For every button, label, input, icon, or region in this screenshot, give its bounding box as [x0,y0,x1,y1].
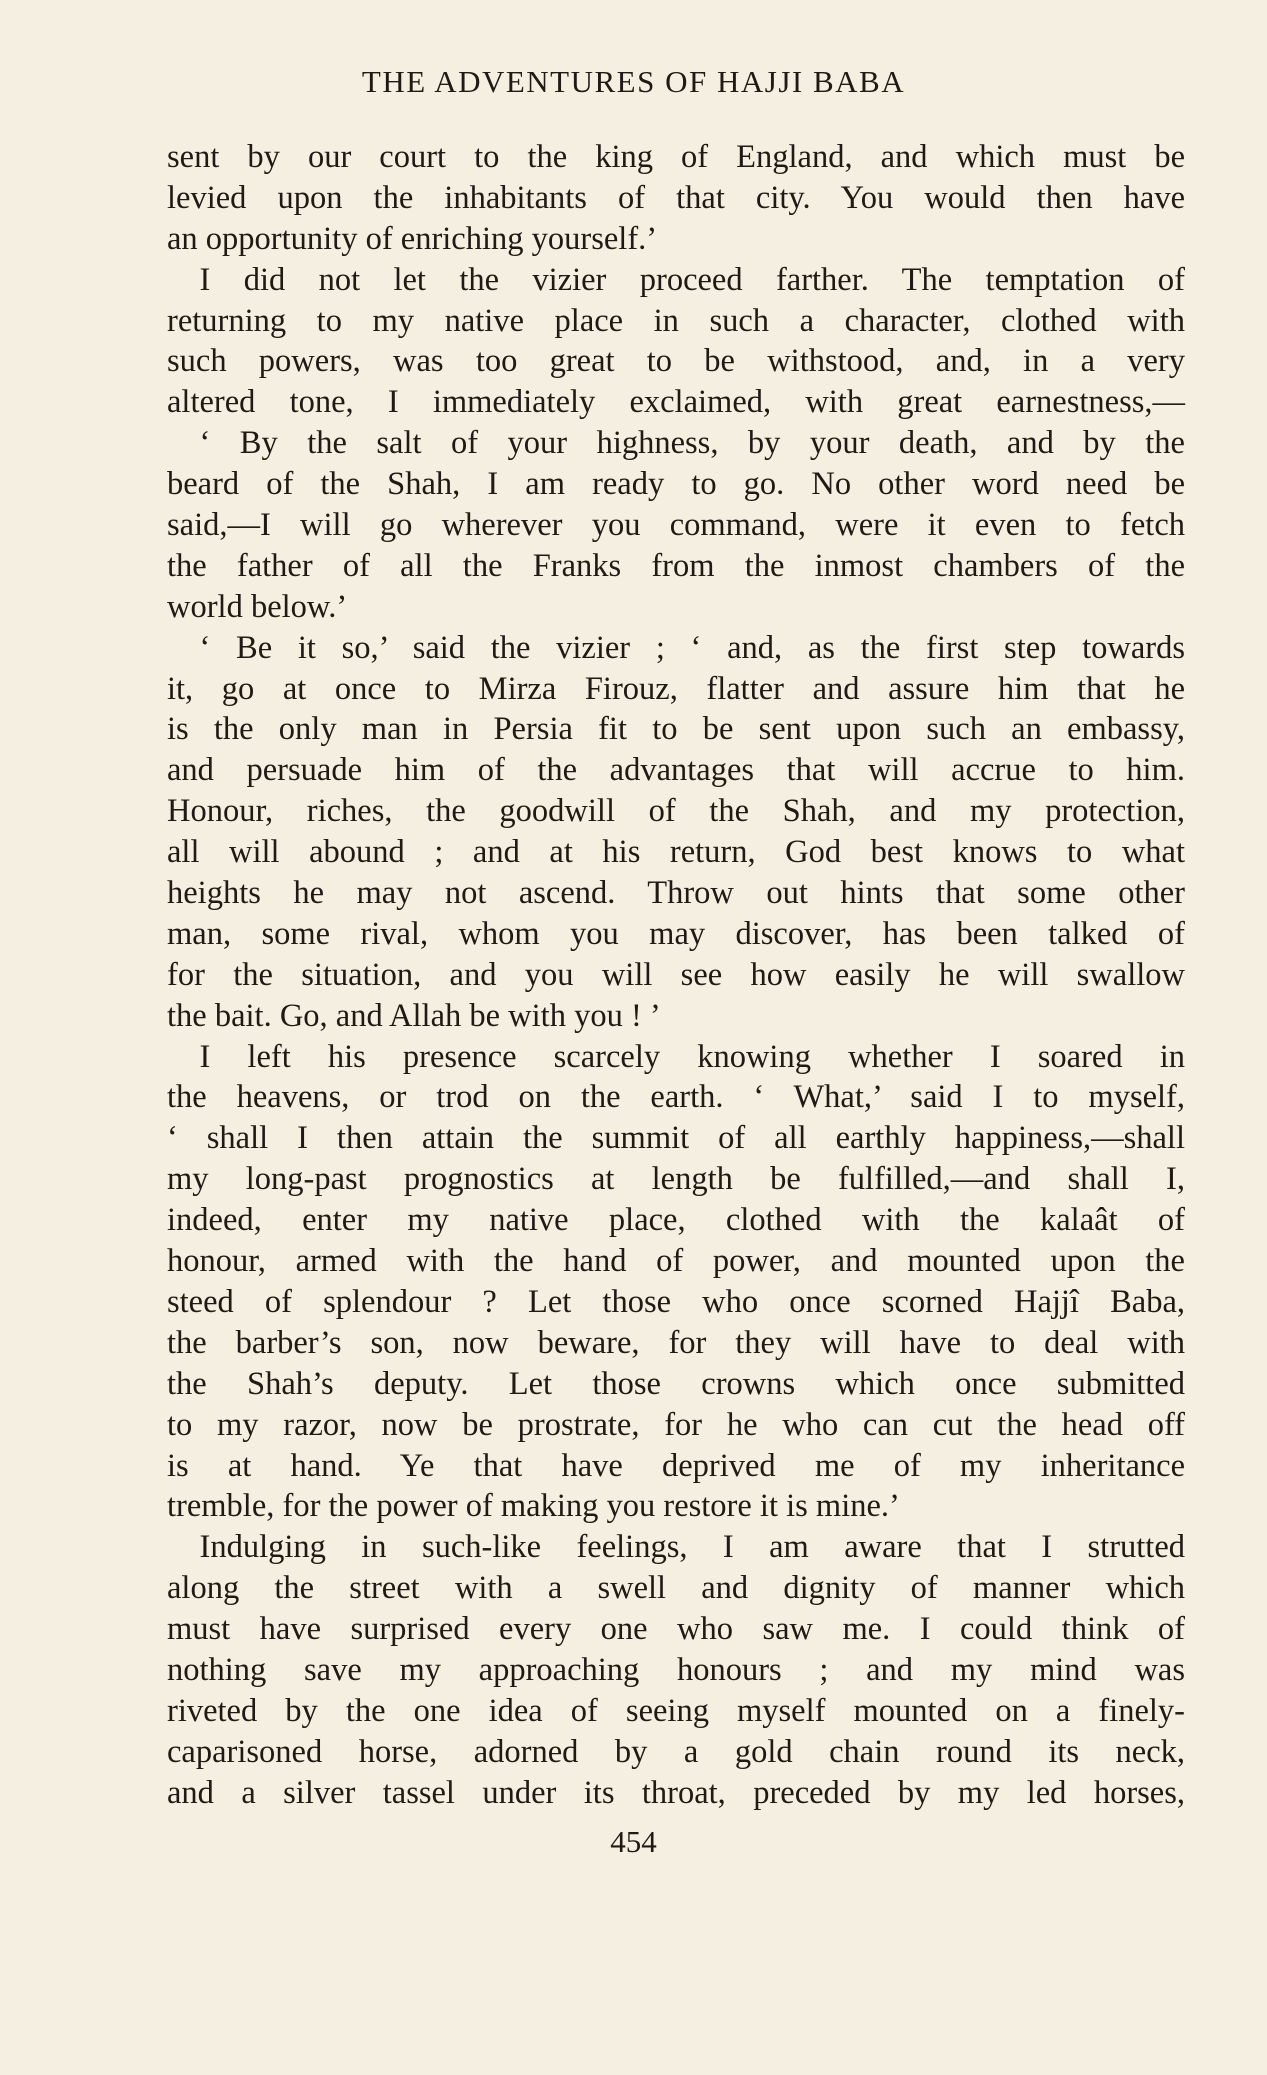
text-line: the heavens, or trod on the earth. ‘ What,’ said I to myself, [167,1079,1185,1116]
page-number: 454 [610,1824,657,1859]
text-line: is the only man in Persia fit to be sent upon such an embassy, [167,711,1185,748]
text-line: an opportunity of enriching yourself.’ [167,220,658,257]
text-line: and persuade him of the advantages that will accrue to him. [167,752,1185,789]
text-line: beard of the Shah, I am ready to go. No other word need be [167,466,1185,503]
text-line: such powers, was too great to be withstood, and, in a very [167,343,1185,380]
text-line: ‘ Be it so,’ said the vizier ; ‘ and, as the first step towards [167,629,1185,666]
text-line: ‘ shall I then attain the summit of all earthly happiness,—shall [167,1120,1185,1157]
text-line: must have surprised every one who saw me. I could think of [167,1611,1185,1648]
text-line: sent by our court to the king of England, and which must be [167,139,1185,175]
text-line: caparisoned horse, adorned by a gold chain round its neck, [167,1733,1185,1770]
text-line: man, some rival, whom you may discover, has been talked of [167,915,1185,952]
text-line: the father of all the Franks from the inmost chambers of the [167,547,1185,584]
text-line: indeed, enter my native place, clothed with the kalaât of [167,1202,1185,1239]
text-line: my long-past prognostics at length be fulfilled,—and shall I, [167,1161,1185,1198]
text-line: altered tone, I immediately exclaimed, with great earnestness,— [167,384,1185,421]
text-line: returning to my native place in such a character, clothed with [167,302,1185,339]
text-line: the Shah’s deputy. Let those crowns which once submitted [167,1365,1185,1402]
text-line: nothing save my approaching honours ; and my mind was [167,1651,1185,1688]
text-line: it, go at once to Mirza Firouz, flatter and assure him that he [167,670,1185,707]
text-line: levied upon the inhabitants of that city. You would then have [167,179,1185,216]
text-line: Honour, riches, the goodwill of the Shah, and my protection, [167,793,1185,830]
text-line: for the situation, and you will see how easily he will swallow [167,956,1185,993]
text-line: the bait. Go, and Allah be with you ! ’ [167,997,661,1034]
text-line: is at hand. Ye that have deprived me of my inheritance [167,1447,1185,1484]
text-line: to my razor, now be prostrate, for he who can cut the head off [167,1406,1185,1443]
text-line: ‘ By the salt of your highness, by your death, and by the [167,425,1185,462]
text-line: the barber’s son, now beware, for they will have to deal with [167,1324,1185,1361]
text-line: heights he may not ascend. Throw out hints that some other [167,875,1185,912]
text-line: I did not let the vizier proceed farther. The temptation of [167,261,1185,298]
text-line: Indulging in such-like feelings, I am aware that I strutted [167,1529,1185,1566]
text-line: and a silver tassel under its throat, preceded by my led horses, [167,1774,1185,1811]
text-line: steed of splendour ? Let those who once scorned Hajjî Baba, [167,1283,1185,1320]
text-line: tremble, for the power of making you restore it is mine.’ [167,1488,900,1525]
text-line: said,—I will go wherever you command, were it even to fetch [167,507,1185,544]
body-text [167,137,1185,1814]
running-head: THE ADVENTURES OF HAJJI BABA [361,64,906,99]
text-line: along the street with a swell and dignity of manner which [167,1570,1185,1607]
text-line: honour, armed with the hand of power, and mounted upon the [167,1243,1185,1280]
text-line: all will abound ; and at his return, God best knows to what [167,834,1185,871]
text-line: world below.’ [167,588,348,625]
text-line: I left his presence scarcely knowing whether I soared in [167,1038,1185,1075]
text-line: riveted by the one idea of seeing myself mounted on a finely- [167,1692,1185,1729]
